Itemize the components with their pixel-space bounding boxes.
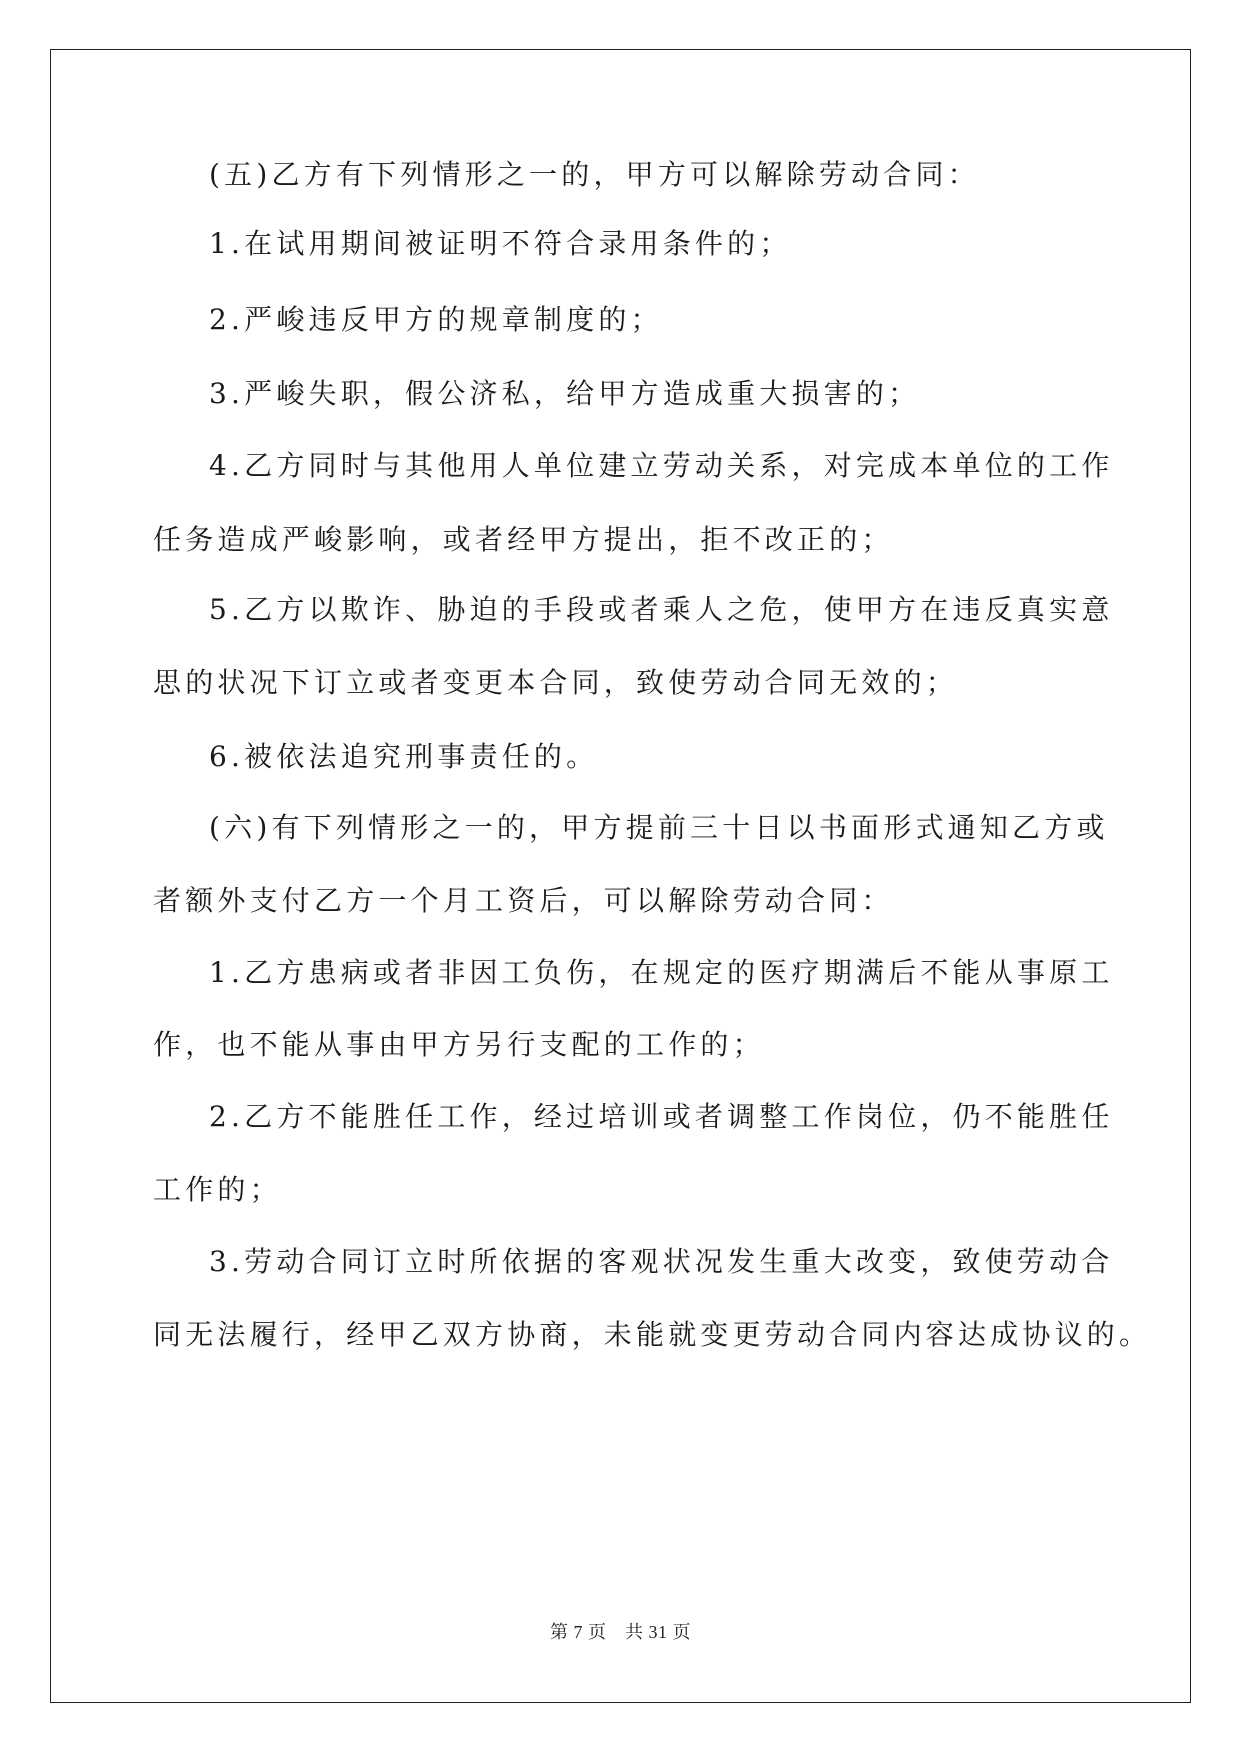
paragraph-line: 任务造成严峻影响，或者经甲方提出，拒不改正的；: [153, 523, 894, 556]
paragraph-line: 工作的；: [153, 1173, 282, 1206]
paragraph-line: 者额外支付乙方一个月工资后，可以解除劳动合同：: [153, 884, 894, 917]
paragraph-line: 3.劳动合同订立时所依据的客观状况发生重大改变，致使劳动合: [209, 1245, 1114, 1278]
paragraph-line: 思的状况下订立或者变更本合同，致使劳动合同无效的；: [153, 666, 959, 699]
paragraph-line: 同无法履行，经甲乙双方协商，未能就变更劳动合同内容达成协议的。: [153, 1318, 1152, 1351]
paragraph-line: 1.在试用期间被证明不符合录用条件的；: [209, 227, 792, 260]
paragraph-line: 4.乙方同时与其他用人单位建立劳动关系，对完成本单位的工作: [209, 449, 1114, 482]
paragraph-line: 5.乙方以欺诈、胁迫的手段或者乘人之危，使甲方在违反真实意: [209, 593, 1114, 626]
paragraph-line: (五)乙方有下列情形之一的，甲方可以解除劳动合同：: [209, 158, 980, 191]
page-border: [50, 49, 1191, 1703]
paragraph-line: (六)有下列情形之一的，甲方提前三十日以书面形式通知乙方或: [209, 811, 1109, 844]
paragraph-line: 6.被依法追究刑事责任的。: [209, 740, 599, 773]
paragraph-line: 作，也不能从事由甲方另行支配的工作的；: [153, 1028, 765, 1061]
paragraph-line: 2.乙方不能胜任工作，经过培训或者调整工作岗位，仍不能胜任: [209, 1100, 1114, 1133]
paragraph-line: 1.乙方患病或者非因工负伤，在规定的医疗期满后不能从事原工: [209, 956, 1114, 989]
page-number-footer: 第 7 页 共 31 页: [550, 1622, 691, 1642]
paragraph-line: 3.严峻失职，假公济私，给甲方造成重大损害的；: [209, 377, 921, 410]
paragraph-line: 2.严峻违反甲方的规章制度的；: [209, 303, 663, 336]
